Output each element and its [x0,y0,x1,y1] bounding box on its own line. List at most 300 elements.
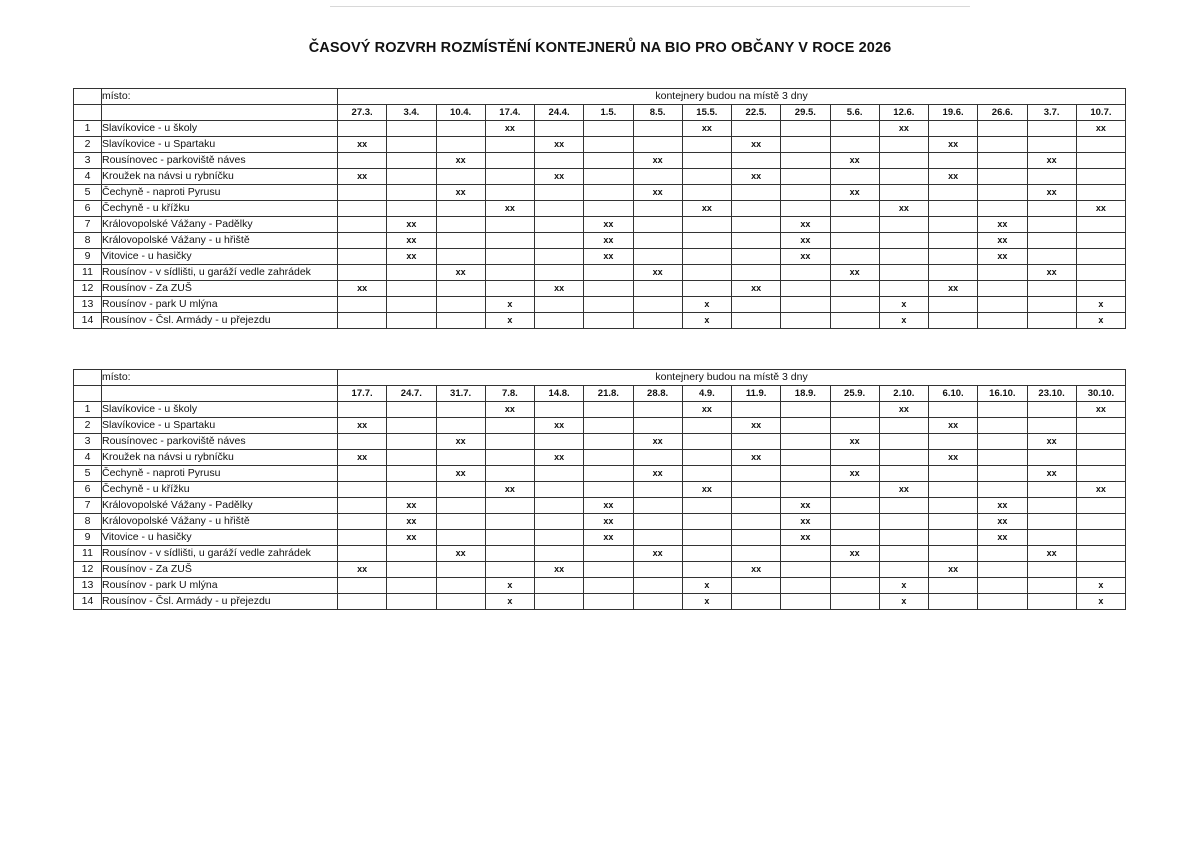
schedule-mark [682,434,731,450]
schedule-mark [633,402,682,418]
schedule-mark [732,265,781,281]
date-header: 15.5. [682,105,731,121]
table-row [74,450,1126,466]
schedule-mark: x [1076,594,1125,610]
schedule-mark [1076,169,1125,185]
schedule-mark [1076,249,1125,265]
schedule-mark [732,514,781,530]
schedule-mark [584,121,633,137]
schedule-mark: x [485,297,534,313]
schedule-mark [732,201,781,217]
document-title: ČASOVÝ ROZVRH ROZMÍSTĚNÍ KONTEJNERŮ NA BIO PRO OBČANY V ROCE 2026 [308,40,892,56]
schedule-mark: xx [732,450,781,466]
schedule-mark [732,594,781,610]
schedule-mark [879,249,928,265]
schedule-mark [485,546,534,562]
row-place: Rousínovec - parkoviště náves [102,434,338,450]
schedule-mark [682,281,731,297]
schedule-mark [1027,137,1076,153]
schedule-mark [485,265,534,281]
schedule-mark [535,466,584,482]
schedule-mark: xx [584,498,633,514]
schedule-mark [830,201,879,217]
schedule-mark [338,313,387,329]
schedule-mark [485,466,534,482]
schedule-mark: xx [633,466,682,482]
schedule-mark: xx [682,201,731,217]
schedule-mark: xx [929,137,978,153]
schedule-mark [1076,530,1125,546]
row-place: Královopolské Vážany - Padělky [102,498,338,514]
table-row [74,594,1126,610]
schedule-mark: xx [387,233,436,249]
schedule-mark [485,450,534,466]
date-header: 3.4. [387,105,436,121]
schedule-mark [387,562,436,578]
schedule-mark: xx [781,217,830,233]
scan-edge-line [330,6,970,7]
schedule-mark [338,217,387,233]
schedule-mark [387,418,436,434]
schedule-mark: xx [1027,546,1076,562]
schedule-mark [633,498,682,514]
schedule-mark [682,217,731,233]
schedule-mark [732,297,781,313]
schedule-mark [682,530,731,546]
schedule-mark [535,265,584,281]
schedule-mark [584,297,633,313]
schedule-mark [1027,249,1076,265]
schedule-mark: xx [732,281,781,297]
schedule-mark [732,313,781,329]
schedule-mark [830,514,879,530]
schedule-mark [535,297,584,313]
schedule-mark [584,482,633,498]
schedule-mark [1027,450,1076,466]
row-place: Slavíkovice - u Spartaku [102,137,338,153]
row-number: 6 [74,201,102,217]
schedule-mark [1076,137,1125,153]
schedule-mark [682,137,731,153]
schedule-mark [387,297,436,313]
schedule-mark: xx [732,169,781,185]
date-header: 28.8. [633,386,682,402]
schedule-mark [929,578,978,594]
schedule-mark: x [879,578,928,594]
schedule-mark: xx [929,450,978,466]
row-number: 12 [74,562,102,578]
schedule-mark [830,249,879,265]
schedule-mark: xx [535,281,584,297]
schedule-mark [387,169,436,185]
schedule-mark [436,233,485,249]
schedule-mark [387,434,436,450]
table-row [74,530,1126,546]
schedule-mark: xx [830,265,879,281]
schedule-mark: xx [584,249,633,265]
schedule-mark [485,418,534,434]
schedule-mark [584,313,633,329]
schedule-mark [781,450,830,466]
duration-header: kontejnery budou na místě 3 dny [338,370,1126,386]
schedule-mark: xx [535,169,584,185]
schedule-table-autumn [73,369,1126,610]
header-num-cell [74,370,102,386]
header-num-cell [74,386,102,402]
table-row [74,418,1126,434]
header-row-place [74,89,1126,105]
schedule-mark [1027,530,1076,546]
schedule-mark [732,249,781,265]
date-header: 23.10. [1027,386,1076,402]
schedule-mark [633,578,682,594]
row-place: Rousínov - Čsl. Armády - u přejezdu [102,594,338,610]
schedule-mark [1076,450,1125,466]
schedule-mark [830,578,879,594]
schedule-mark [633,137,682,153]
schedule-mark [387,153,436,169]
schedule-mark: xx [1027,265,1076,281]
schedule-mark [978,313,1027,329]
schedule-mark: x [879,297,928,313]
row-place: Rousínov - v sídlišti, u garáží vedle zahrádek [102,265,338,281]
schedule-mark: xx [1027,153,1076,169]
table-row [74,201,1126,217]
schedule-mark [879,217,928,233]
schedule-mark [633,530,682,546]
schedule-mark [879,169,928,185]
schedule-mark [978,562,1027,578]
row-number: 12 [74,281,102,297]
schedule-mark [732,217,781,233]
schedule-mark [485,434,534,450]
schedule-mark [682,466,731,482]
schedule-mark [879,434,928,450]
schedule-mark [929,313,978,329]
schedule-mark [436,498,485,514]
schedule-mark [830,530,879,546]
schedule-mark: xx [1027,434,1076,450]
schedule-mark [682,562,731,578]
schedule-mark [387,265,436,281]
schedule-mark [436,121,485,137]
table-row [74,249,1126,265]
schedule-mark [338,297,387,313]
schedule-mark [732,530,781,546]
schedule-mark [781,169,830,185]
row-number: 8 [74,514,102,530]
schedule-mark [929,265,978,281]
schedule-mark: xx [633,434,682,450]
schedule-mark [978,121,1027,137]
schedule-mark [781,434,830,450]
date-header: 30.10. [1076,386,1125,402]
schedule-mark [387,121,436,137]
schedule-mark: xx [732,137,781,153]
schedule-mark [781,466,830,482]
schedule-mark [879,281,928,297]
schedule-mark [682,249,731,265]
schedule-mark [929,530,978,546]
schedule-mark [633,450,682,466]
schedule-mark [732,121,781,137]
schedule-mark: xx [732,418,781,434]
schedule-mark [929,466,978,482]
schedule-mark [781,297,830,313]
schedule-mark: xx [584,514,633,530]
schedule-mark [732,434,781,450]
place-header: místo: [102,370,338,386]
schedule-mark [387,281,436,297]
schedule-mark: x [682,578,731,594]
schedule-mark [929,498,978,514]
schedule-mark [978,169,1027,185]
schedule-mark: xx [830,434,879,450]
schedule-mark [436,418,485,434]
schedule-mark [682,265,731,281]
row-number: 3 [74,153,102,169]
header-num-cell [74,89,102,105]
schedule-mark [1076,217,1125,233]
schedule-mark [633,121,682,137]
date-header: 22.5. [732,105,781,121]
schedule-mark [781,482,830,498]
row-number: 9 [74,530,102,546]
schedule-mark [830,233,879,249]
schedule-mark: xx [485,201,534,217]
schedule-mark [879,450,928,466]
schedule-mark: xx [1027,466,1076,482]
schedule-mark [633,594,682,610]
schedule-mark [978,185,1027,201]
schedule-mark: xx [633,265,682,281]
schedule-mark: xx [338,169,387,185]
row-place: Rousínov - Za ZUŠ [102,562,338,578]
row-number: 13 [74,578,102,594]
schedule-mark [1027,402,1076,418]
schedule-mark [929,546,978,562]
schedule-mark [535,594,584,610]
schedule-mark: xx [387,530,436,546]
schedule-mark [535,546,584,562]
schedule-mark: xx [879,121,928,137]
row-place: Čechyně - naproti Pyrusu [102,185,338,201]
schedule-mark [338,594,387,610]
schedule-mark [929,249,978,265]
table-row [74,137,1126,153]
schedule-mark [978,297,1027,313]
schedule-mark [1076,185,1125,201]
schedule-mark [830,418,879,434]
table-row [74,434,1126,450]
schedule-mark [338,546,387,562]
schedule-mark [584,169,633,185]
schedule-mark [830,594,879,610]
schedule-mark [436,578,485,594]
date-header: 24.4. [535,105,584,121]
row-number: 3 [74,434,102,450]
date-header: 24.7. [387,386,436,402]
schedule-mark [485,498,534,514]
table-row [74,121,1126,137]
date-header: 19.6. [929,105,978,121]
schedule-mark: xx [781,498,830,514]
schedule-mark: x [682,594,731,610]
schedule-mark [1076,546,1125,562]
row-number: 9 [74,249,102,265]
schedule-mark [732,402,781,418]
schedule-mark [436,313,485,329]
schedule-mark [781,578,830,594]
date-header: 25.9. [830,386,879,402]
schedule-mark [1076,562,1125,578]
date-header: 7.8. [485,386,534,402]
row-number: 8 [74,233,102,249]
table-row [74,281,1126,297]
schedule-mark: x [1076,578,1125,594]
schedule-mark [338,121,387,137]
schedule-mark [387,450,436,466]
schedule-mark: xx [535,450,584,466]
schedule-mark [485,137,534,153]
row-place: Rousínov - park U mlýna [102,297,338,313]
schedule-mark: xx [830,466,879,482]
schedule-mark: xx [1076,121,1125,137]
table-row [74,482,1126,498]
schedule-mark [535,185,584,201]
schedule-mark [633,201,682,217]
date-header: 26.6. [978,105,1027,121]
schedule-mark [485,514,534,530]
schedule-mark [436,217,485,233]
schedule-mark [978,466,1027,482]
schedule-mark [781,418,830,434]
schedule-mark [1076,498,1125,514]
schedule-mark [436,281,485,297]
date-header: 29.5. [781,105,830,121]
schedule-mark [682,546,731,562]
schedule-mark: xx [338,562,387,578]
schedule-mark [584,402,633,418]
row-place: Slavíkovice - u Spartaku [102,418,338,434]
schedule-mark: xx [929,418,978,434]
schedule-mark [584,466,633,482]
schedule-mark [879,530,928,546]
date-header: 4.9. [682,386,731,402]
schedule-mark [485,562,534,578]
date-header: 10.7. [1076,105,1125,121]
schedule-mark [682,450,731,466]
schedule-mark [584,265,633,281]
schedule-mark: xx [436,265,485,281]
schedule-mark: xx [781,249,830,265]
schedule-mark [732,153,781,169]
schedule-mark: xx [879,482,928,498]
schedule-mark [978,153,1027,169]
schedule-mark: xx [978,233,1027,249]
schedule-mark [485,530,534,546]
row-place: Vitovice - u hasičky [102,530,338,546]
row-place: Čechyně - u křížku [102,201,338,217]
schedule-mark: xx [682,482,731,498]
schedule-mark [830,450,879,466]
schedule-mark [830,313,879,329]
schedule-mark [929,594,978,610]
date-header: 11.9. [732,386,781,402]
schedule-mark [387,137,436,153]
schedule-mark [1027,201,1076,217]
row-place: Slavíkovice - u školy [102,402,338,418]
schedule-mark: xx [781,514,830,530]
schedule-mark [338,434,387,450]
schedule-mark [633,233,682,249]
schedule-mark [535,530,584,546]
schedule-mark [584,201,633,217]
schedule-mark [387,201,436,217]
schedule-mark [633,281,682,297]
schedule-mark: xx [781,233,830,249]
schedule-mark [584,137,633,153]
schedule-mark [830,281,879,297]
schedule-mark [929,297,978,313]
schedule-mark [535,434,584,450]
schedule-mark: xx [682,121,731,137]
row-place: Čechyně - naproti Pyrusu [102,466,338,482]
schedule-mark [732,482,781,498]
schedule-mark [633,217,682,233]
schedule-mark [682,498,731,514]
schedule-mark [584,578,633,594]
schedule-mark [387,482,436,498]
row-place: Vitovice - u hasičky [102,249,338,265]
header-place-cell [102,386,338,402]
schedule-mark [1027,514,1076,530]
schedule-mark: xx [633,546,682,562]
schedule-mark [387,313,436,329]
table-row [74,185,1126,201]
row-number: 11 [74,265,102,281]
schedule-mark [732,466,781,482]
schedule-mark: xx [387,498,436,514]
table-row [74,233,1126,249]
schedule-mark [781,313,830,329]
date-header: 5.6. [830,105,879,121]
schedule-mark [535,482,584,498]
table-row [74,546,1126,562]
schedule-mark [584,281,633,297]
row-place: Královopolské Vážany - Padělky [102,217,338,233]
schedule-mark [879,562,928,578]
schedule-mark [978,418,1027,434]
row-number: 4 [74,169,102,185]
schedule-mark [1027,482,1076,498]
schedule-mark [830,121,879,137]
schedule-mark [781,594,830,610]
schedule-mark [830,562,879,578]
schedule-mark: xx [436,153,485,169]
place-header: místo: [102,89,338,105]
date-header: 17.7. [338,386,387,402]
schedule-mark [1027,498,1076,514]
date-header: 12.6. [879,105,928,121]
schedule-mark [387,546,436,562]
row-number: 6 [74,482,102,498]
date-header: 21.8. [584,386,633,402]
schedule-mark [781,546,830,562]
schedule-mark: xx [1076,482,1125,498]
date-header: 6.10. [929,386,978,402]
schedule-mark [978,281,1027,297]
